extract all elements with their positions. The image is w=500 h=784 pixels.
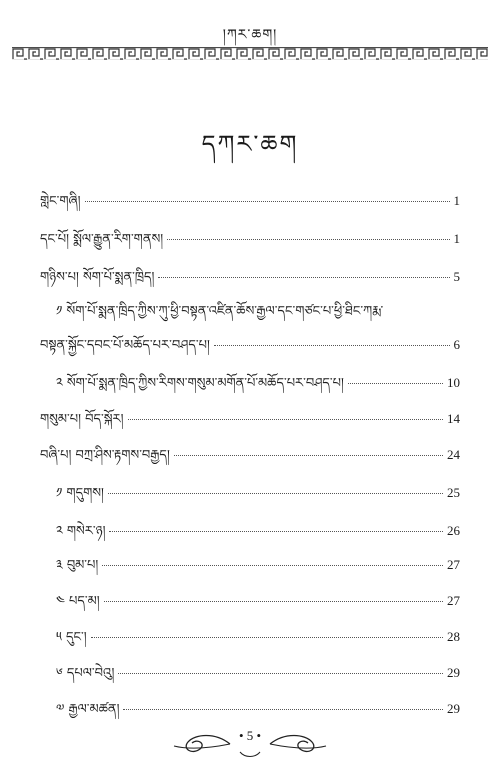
toc-entry-page: 29 xyxy=(447,665,460,680)
toc-entry[interactable] xyxy=(56,694,460,718)
dot-leader xyxy=(167,239,449,240)
toc-entry-title: གསུམ་པ། བོད་སྐོར། xyxy=(40,412,124,427)
toc-entry-page: 29 xyxy=(447,701,460,716)
toc-entry-title: ༣ བུམ་པ། xyxy=(56,558,99,573)
toc-entry-page: 1 xyxy=(453,193,460,208)
decorative-border xyxy=(12,46,488,60)
toc-entry-page: 1 xyxy=(453,231,460,246)
toc-entry-title: ༡ གདུགས། xyxy=(56,486,104,501)
toc-entry[interactable] xyxy=(56,550,460,574)
toc-entry-title: ༥ དུང་། xyxy=(56,630,87,645)
dot-leader xyxy=(102,565,443,566)
toc-entry[interactable] xyxy=(56,516,460,540)
toc-entry[interactable] xyxy=(56,658,460,682)
toc-entry[interactable] xyxy=(40,186,460,210)
toc-entry-title: བཞི་པ། བཀྲ་ཤིས་རྟགས་བརྒྱད། xyxy=(40,448,170,463)
toc-entry-title: གླེང་གཞི། xyxy=(40,194,81,209)
page-footer xyxy=(170,722,330,762)
toc-entry[interactable] xyxy=(56,478,460,502)
toc-entry-title: དང་པོ། སྨོལ་རྒྱུན་རིག་གནས། xyxy=(40,232,164,247)
dot-leader xyxy=(348,383,443,384)
toc-entry-title: ༡ སོག་པོ་སྨན་ཁྲིད་ཀྱིས་ཀུ་ཕྱི་བསྟན་འཛིན་ཆོས་རྒྱལ་དང་གཙང་པ་ཕྱི་ཐིང་ཀརྨ་ xyxy=(56,304,384,319)
toc-entry[interactable] xyxy=(56,586,460,610)
toc-entry-page: 5 xyxy=(453,269,460,284)
dot-leader xyxy=(158,277,449,278)
toc-entry-page: 26 xyxy=(447,523,460,538)
dot-leader xyxy=(214,345,450,346)
toc-entry-page: 27 xyxy=(447,593,460,608)
toc-entry-title: གཉིས་པ། སོག་པོ་སྨན་ཁྲིད། xyxy=(40,270,155,285)
toc-entry[interactable] xyxy=(56,296,476,320)
dot-leader xyxy=(104,601,443,602)
dot-leader xyxy=(108,493,443,494)
running-header: །ཀར་ཆག། xyxy=(222,27,278,43)
toc-entry[interactable] xyxy=(40,404,460,428)
toc-entry-title: བསྟན་སྐྱོང་དབང་པོ་མཆོད་པར་བཤད་པ། xyxy=(40,338,210,353)
dot-leader xyxy=(174,455,443,456)
toc-entry-title: ༧ རྒྱལ་མཚན། xyxy=(56,702,120,717)
toc-entry-page: 27 xyxy=(447,557,460,572)
dot-leader xyxy=(109,531,443,532)
toc-entry-title: ༤ པད་མ། xyxy=(56,594,100,609)
toc-entry-page: 25 xyxy=(447,485,460,500)
toc-entry[interactable] xyxy=(40,440,460,464)
toc-entry-page: 6 xyxy=(453,337,460,352)
toc-entry-page: 28 xyxy=(447,629,460,644)
dot-leader xyxy=(118,673,443,674)
toc-entry[interactable] xyxy=(40,330,460,354)
dot-leader xyxy=(128,419,444,420)
toc-entry-page: 14 xyxy=(447,411,460,426)
page-number: • 5 • xyxy=(238,728,262,743)
toc-entry[interactable] xyxy=(40,262,460,286)
toc-entry-title: ༢ གསེར་ཉ། xyxy=(56,524,106,539)
toc-entry-page: 10 xyxy=(447,375,460,390)
page-title: དཀར་ཆག xyxy=(201,130,299,158)
toc-entry[interactable] xyxy=(56,622,460,646)
dot-leader xyxy=(123,709,443,710)
toc-entry[interactable] xyxy=(40,224,460,248)
toc-entry[interactable] xyxy=(56,368,460,392)
toc-entry-title: ༢ སོག་པོ་སྨན་ཁྲིད་ཀྱིས་རིགས་གསུམ་མགོན་པོ་མཆོད་པར་བཤད་པ། xyxy=(56,376,344,391)
dot-leader xyxy=(85,201,450,202)
toc-entry-page: 24 xyxy=(447,447,460,462)
toc-entry-title: ༦ དཔལ་བེའུ། xyxy=(56,666,115,681)
dot-leader xyxy=(91,637,443,638)
